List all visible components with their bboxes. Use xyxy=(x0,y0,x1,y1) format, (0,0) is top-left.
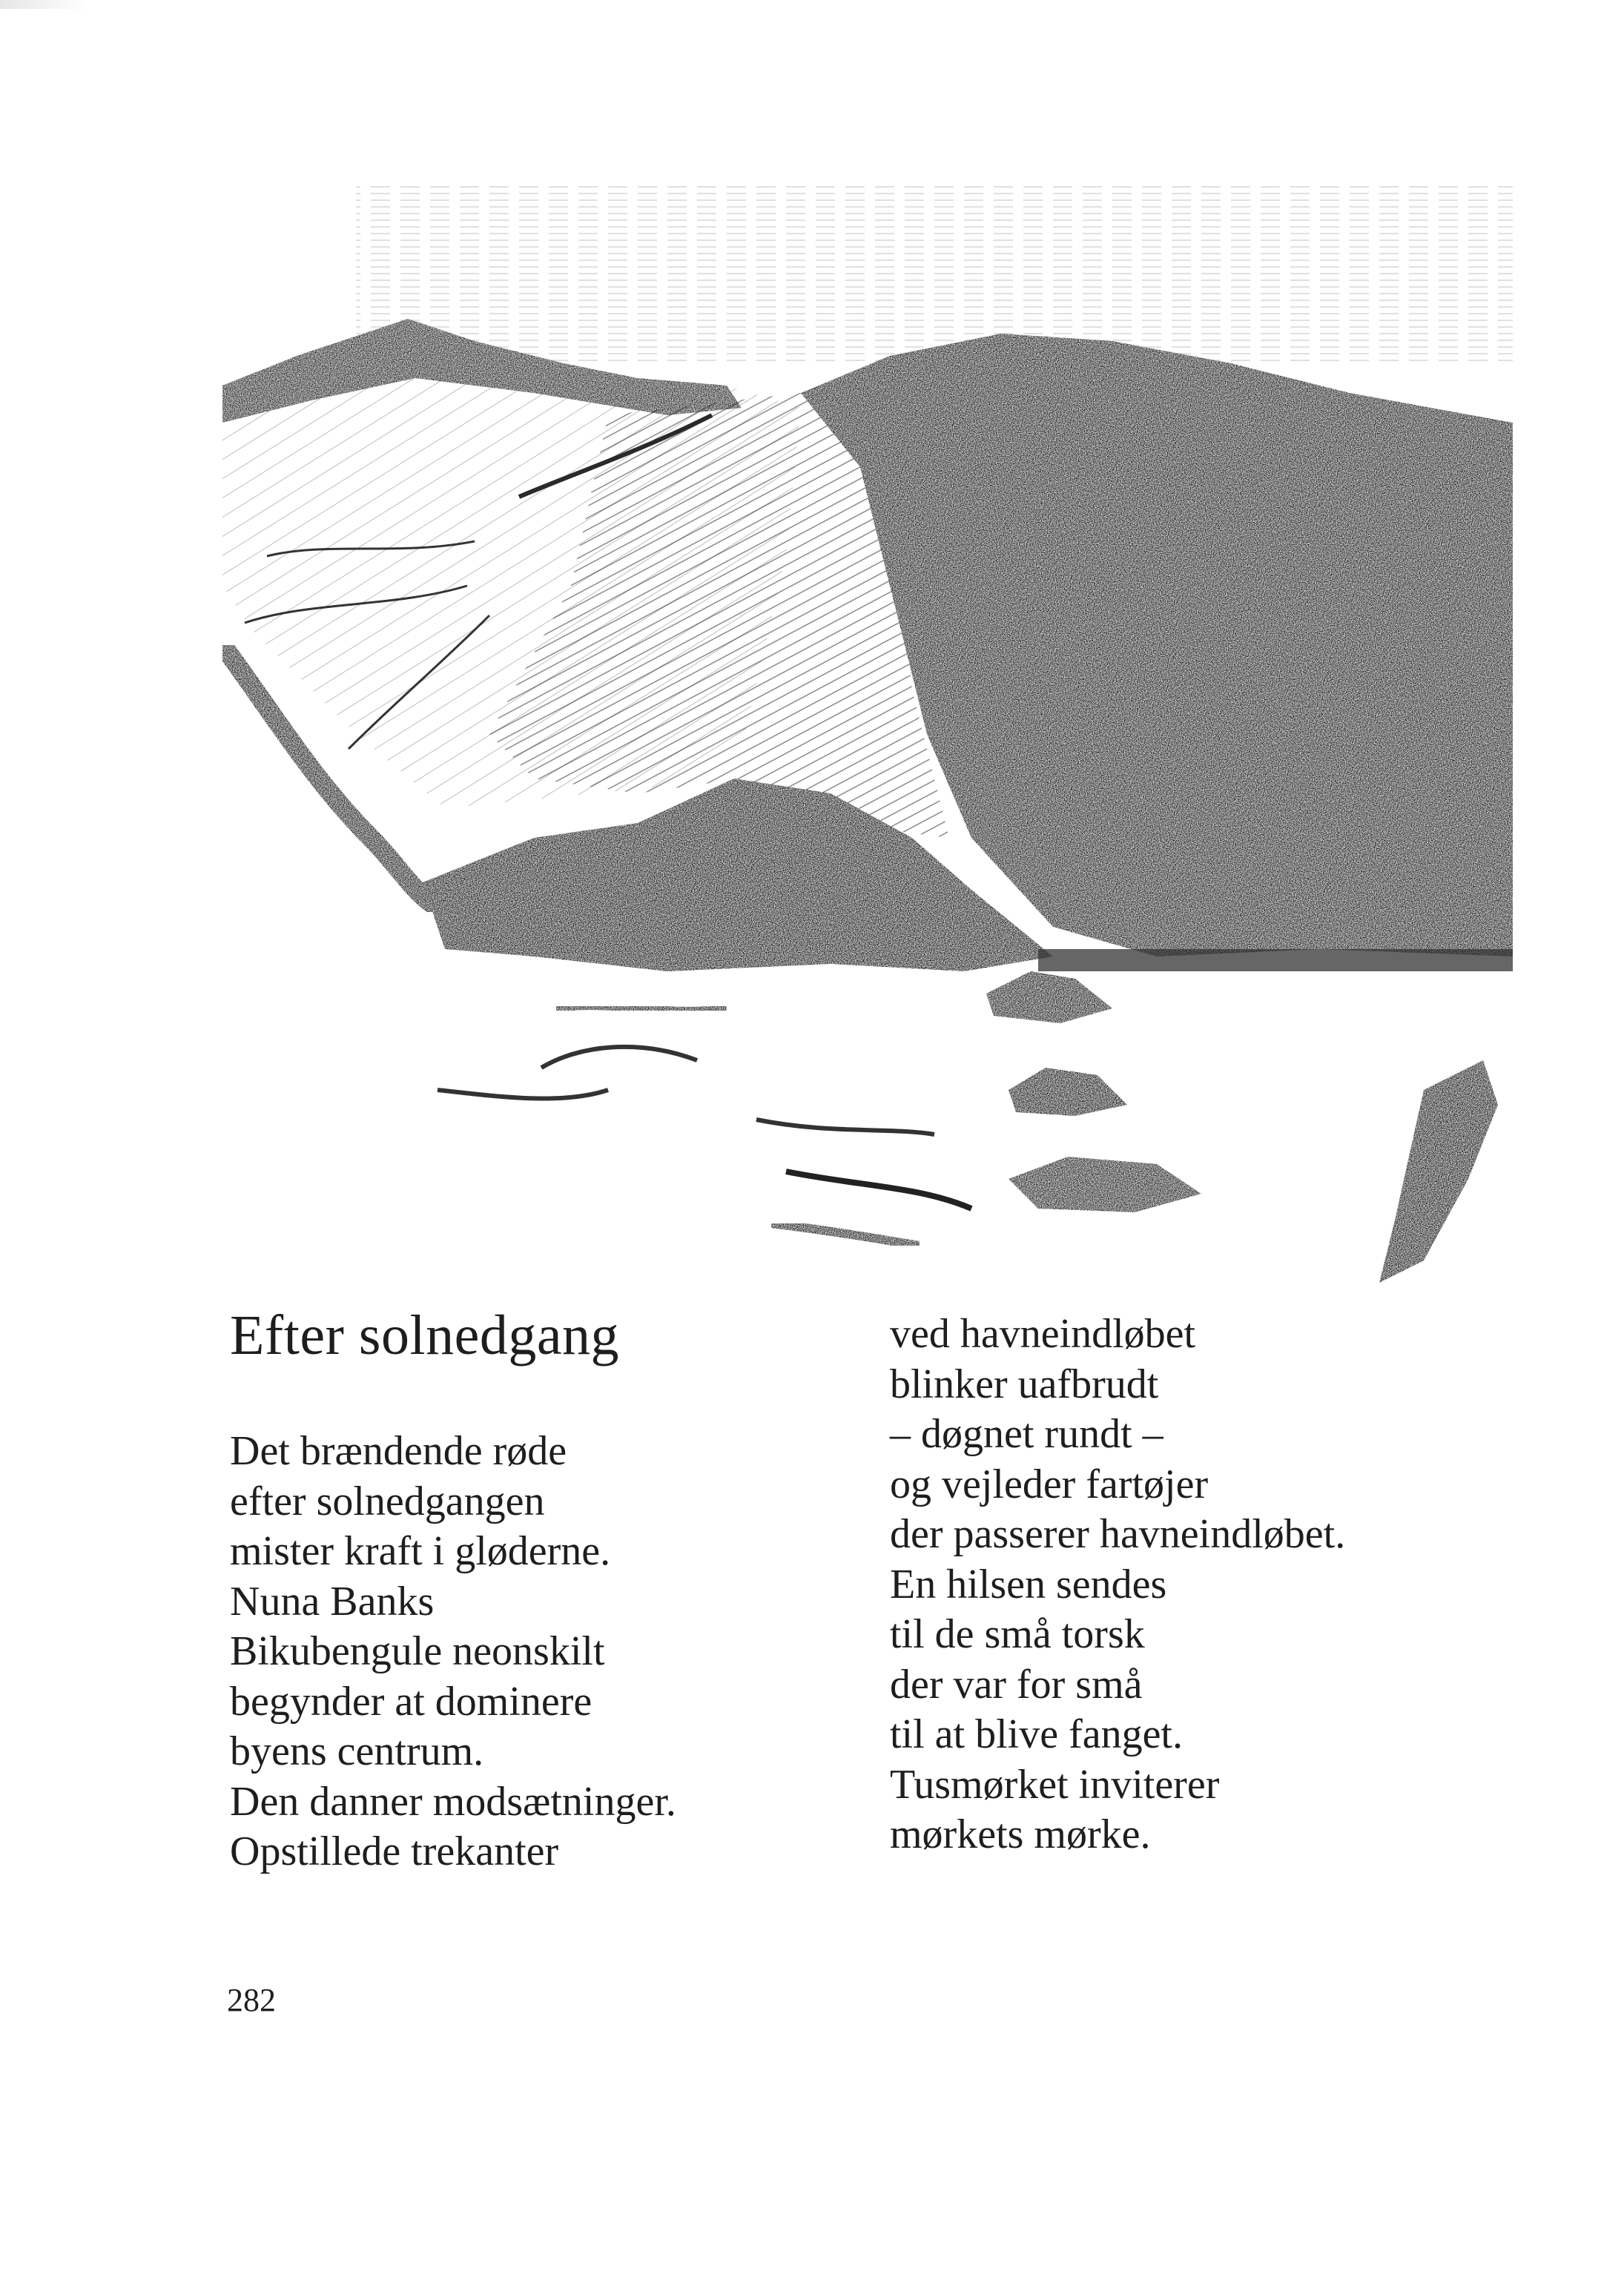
poem-line: Opstillede trekanter xyxy=(230,1828,559,1874)
poem-left-column xyxy=(230,1427,676,1877)
poem-line: blinker uafbrudt xyxy=(890,1361,1159,1407)
poem-line: byens centrum. xyxy=(230,1728,484,1774)
poem-line: til de små torsk xyxy=(890,1611,1145,1657)
page-number: 282 xyxy=(227,1982,276,2018)
poem-line: – døgnet rundt – xyxy=(890,1411,1163,1457)
poem-line: efter solnedgangen xyxy=(230,1478,545,1524)
poem-line: mørkets mørke. xyxy=(890,1811,1151,1857)
page-corner-shadow xyxy=(0,0,89,9)
poem-line: En hilsen sendes xyxy=(890,1561,1167,1607)
poem-line: begynder at dominere xyxy=(230,1678,593,1725)
landscape-illustration xyxy=(222,171,1513,1298)
poem-line: der var for små xyxy=(890,1661,1143,1708)
poem-right-column xyxy=(890,1309,1345,1860)
poem-line: Nuna Banks xyxy=(230,1578,435,1625)
poem-line: og vejleder fartøjer xyxy=(890,1461,1209,1507)
poem-line: Det brændende røde xyxy=(230,1428,567,1474)
poem-line: Tusmørket inviterer xyxy=(890,1761,1220,1808)
poem-line: der passerer havneindløbet. xyxy=(890,1511,1346,1557)
poem-line: Bikubengule neonskilt xyxy=(230,1628,605,1674)
poem-line: mister kraft i gløderne. xyxy=(230,1528,611,1574)
poem-line: Den danner modsætninger. xyxy=(230,1778,676,1825)
poem-title: Efter solnedgang xyxy=(230,1304,620,1367)
poem-line: til at blive fanget. xyxy=(890,1711,1183,1757)
poem-line: ved havneindløbet xyxy=(890,1311,1196,1357)
